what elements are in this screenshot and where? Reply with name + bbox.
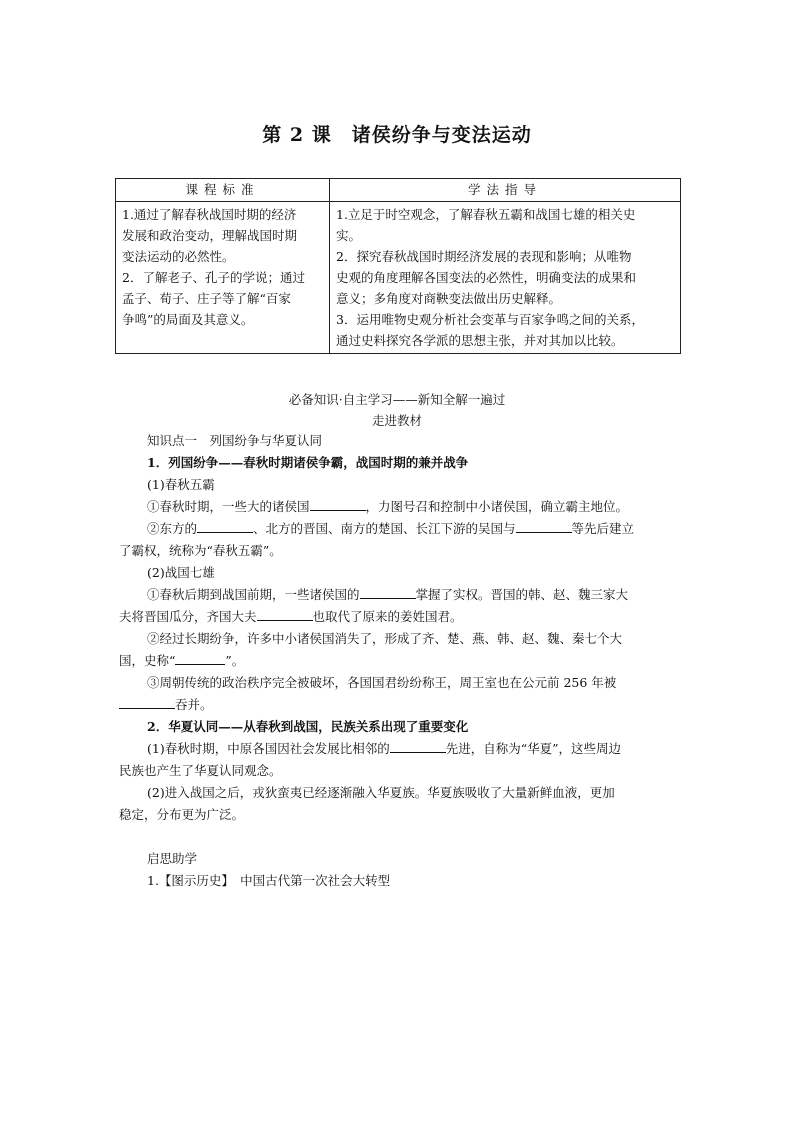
table-header-guidance: 学法指导	[330, 179, 681, 202]
curriculum-table	[115, 178, 681, 354]
standard-line: 1.通过了解春秋战国时期的经济	[122, 207, 297, 222]
paragraph-continuation	[119, 694, 681, 716]
paragraph	[119, 738, 681, 760]
text-run: 吞并。	[175, 697, 213, 712]
knowledge-point-title: 知识点一 列国纷争与华夏认同	[147, 433, 323, 448]
text-run: 先进，自称为“华夏”，这些周边	[445, 741, 622, 756]
heading-2: 2．华夏认同——从春秋到战国，民族关系出现了重要变化	[147, 719, 469, 734]
guidance-line: 实。	[336, 228, 362, 243]
fill-blank[interactable]	[119, 696, 175, 709]
fill-blank[interactable]	[257, 608, 313, 621]
curriculum-standard-cell	[116, 202, 330, 354]
paragraph-continuation	[119, 650, 681, 672]
lesson-title: 第 2 课 诸侯纷争与变法运动	[262, 124, 532, 146]
guidance-line: 1.立足于时空观念，了解春秋五霸和战国七雄的相关史	[336, 207, 636, 222]
text-run: (1)春秋时期，中原各国因社会发展比相邻的	[147, 741, 390, 756]
text-run: ②东方的	[147, 521, 198, 536]
table-header-standard: 课程标准	[116, 179, 330, 202]
paragraph: (2)进入战国之后，戎狄蛮夷已经逐渐融入华夏族。华夏族吸收了大量新鲜血液，更加	[147, 785, 615, 800]
standard-line: 孟子、荀子、庄子等了解“百家	[122, 291, 291, 306]
paragraph-continuation	[119, 606, 681, 628]
standard-line: 争鸣”的局面及其意义。	[122, 312, 254, 327]
paragraph	[119, 518, 681, 540]
paragraph: ②经过长期纷争，许多中小诸侯国消失了，形成了齐、楚、燕、韩、赵、魏、秦七个大	[147, 631, 623, 646]
text-run: 等先后建立	[571, 521, 635, 536]
fill-blank[interactable]	[175, 652, 225, 665]
guidance-line: 2．探究春秋战国时期经济发展的表现和影响；从唯物	[336, 249, 632, 264]
subheading-2: (2)战国七雄	[147, 565, 215, 580]
text-run: ①春秋后期到战国前期，一些诸侯国的	[147, 587, 360, 602]
fill-blank[interactable]	[360, 586, 416, 599]
text-run: 也取代了原来的姜姓国君。	[312, 609, 463, 624]
text-run: ，力图号召和控制中小诸侯国，确立霸主地位。	[365, 499, 629, 514]
main-content	[119, 430, 681, 892]
fill-blank[interactable]	[310, 498, 366, 511]
text-run: 掌握了实权。晋国的韩、赵、魏三家大	[415, 587, 629, 602]
text-run: 夫将晋国瓜分，齐国大夫	[119, 609, 257, 624]
guidance-line: 通过史料探究各学派的思想主张，并对其加以比较。	[336, 333, 624, 348]
standard-line: 发展和政治变动，理解战国时期	[122, 228, 298, 243]
standard-line: 变法运动的必然性。	[122, 249, 235, 264]
standard-line: 2．了解老子、孔子的学说；通过	[122, 270, 305, 285]
paragraph-continuation: 民族也产生了华夏认同观念。	[119, 763, 282, 778]
guidance-line: 意义；多角度对商鞅变法做出历史解释。	[336, 291, 562, 306]
fill-blank[interactable]	[390, 740, 446, 753]
text-run: 国，史称“	[119, 653, 176, 668]
fill-blank[interactable]	[516, 520, 572, 533]
fill-blank[interactable]	[197, 520, 253, 533]
text-run: 、北方的晋国、南方的楚国、长江下游的吴国与	[253, 521, 516, 536]
guidance-line: 3．运用唯物史观分析社会变革与百家争鸣之间的关系，	[336, 312, 644, 327]
subheading-1: (1)春秋五霸	[147, 477, 215, 492]
study-aid-heading: 启思助学	[147, 851, 198, 866]
section-heading: 必备知识·自主学习——新知全解一遍过	[288, 392, 506, 407]
paragraph-continuation: 了霸权，统称为“春秋五霸”。	[119, 543, 282, 558]
heading-1: 1．列国纷争——春秋时期诸侯争霸，战国时期的兼并战争	[147, 455, 469, 470]
text-run: ”。	[225, 653, 245, 668]
section-subheading: 走进教材	[371, 413, 422, 428]
study-aid-item: 1.【图示历史】 中国古代第一次社会大转型	[147, 873, 391, 888]
study-guidance-cell	[330, 202, 681, 354]
paragraph: ③周朝传统的政治秩序完全被破坏，各国国君纷纷称王，周王室也在公元前 256 年被	[147, 675, 617, 690]
paragraph-continuation: 稳定，分布更为广泛。	[119, 807, 245, 822]
paragraph	[119, 584, 681, 606]
text-run: ①春秋时期，一些大的诸侯国	[147, 499, 310, 514]
paragraph	[119, 496, 681, 518]
spacer	[119, 826, 681, 848]
guidance-line: 史观的角度理解各国变法的必然性，明确变法的成果和	[336, 270, 637, 285]
